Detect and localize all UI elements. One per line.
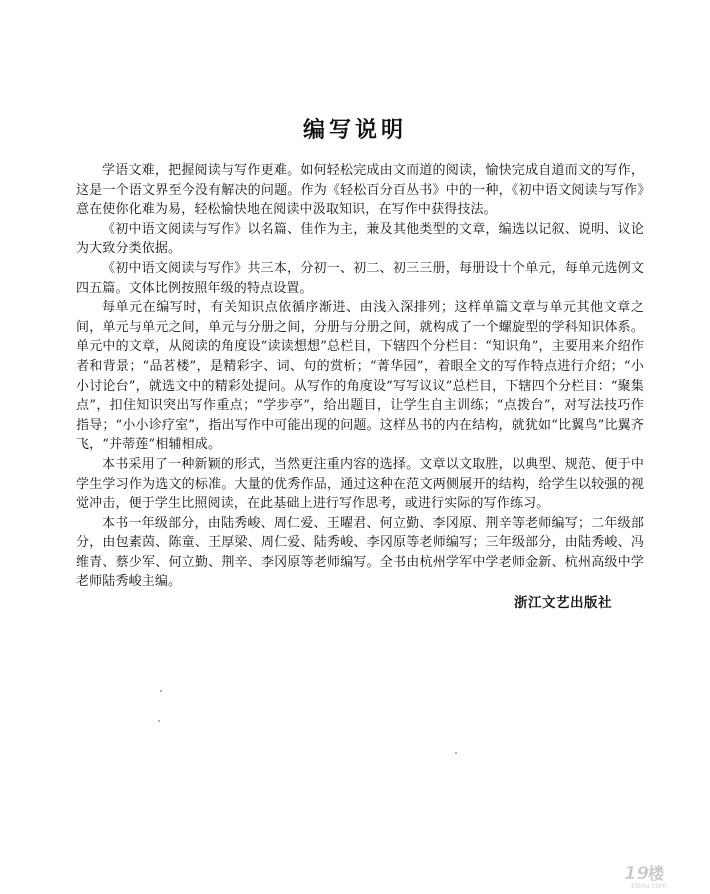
scan-speck [158,720,160,722]
publisher-signature: 浙江文艺出版社 [514,595,612,611]
svg-text:19: 19 [624,863,650,884]
paragraph-1: 学语文难，把握阅读与写作更难。如何轻松完成由文而道的阅读，愉快完成自道而文的写作，这是一个语文界至今没有解决的问题。作为《轻松百分百丛书》中的一种，《初中语文阅读与写作》意在使你化难为易，轻松愉快地在阅读中汲取知识，在写作中获得技法。 [76,163,644,218]
document-body [76,161,644,592]
scan-speck [455,752,457,754]
watermark-logo [622,860,702,890]
paragraph-5: 本书采用了一种新颖的形式，当然更注重内容的选择。文章以文取胜，以典型、规范、便于中学生学习作为选文的标准。大量的优秀作品，通过这种在范文两侧展开的结构，给学生以较强的视觉冲击，便于学生比照阅读，在此基础上进行写作思考，或进行实际的写作练习。 [76,456,644,512]
svg-text:楼: 楼 [648,864,665,883]
paragraph-2: 《初中语文阅读与写作》以名篇、佳作为主，兼及其他类型的文章，编选以记叙、说明、议论为大致分类依据。 [76,221,644,257]
scan-speck [160,690,162,692]
page-title: 编写说明 [302,118,407,143]
paragraph-6: 本书一年级部分，由陆秀峻、周仁爱、王曜君、何立勤、李冈原、荆辛等老师编写；二年级部分，由包素茵、陈童、王厚梁、周仁爱、陆秀峻、李冈原等老师编写；三年级部分，由陆秀峻、冯维青、蔡少军、何立勤、荆辛、李冈原等老师编写。全书由杭州学军中学老师金新、杭州高级中学老师陆秀峻主编。 [76,515,644,590]
svg-text:19lou.com: 19lou.com [630,882,667,890]
paragraph-3: 《初中语文阅读与写作》共三本，分初一、初二、初三三册，每册设十个单元，每单元选例文四五篇。文体比例按照年级的特点设置。 [76,260,644,296]
paragraph-4: 每单元在编写时，有关知识点依循序渐进、由浅入深排列；这样单篇文章与单元其他文章之间，单元与单元之间，单元与分册之间，分册与分册之间，就构成了一个螺旋型的学科知识体系。单元中的文章，从阅读的角度设“读读想想”总栏目，下辖四个分栏目：“知识角”，主要用来介绍作者和背景；“品茗楼”，是精彩字、词、句的赏析；“菁华园”，着眼全文的写作特点进行介绍；“小小讨论台”，就选文中的精彩处提问。从写作的角度设“写写议议”总栏目，下辖四个分栏目：“聚集点”，扣住知识突出写作重点；“学步亭”，给出题目，让学生自主训练；“点拨台”，对写法技巧作指导；“小小诊疗室”，指出写作中可能出现的问题。这样丛书的内在结构，就犹如“比翼鸟”比翼齐飞，“并蒂莲”相辅相成。 [76,300,644,453]
